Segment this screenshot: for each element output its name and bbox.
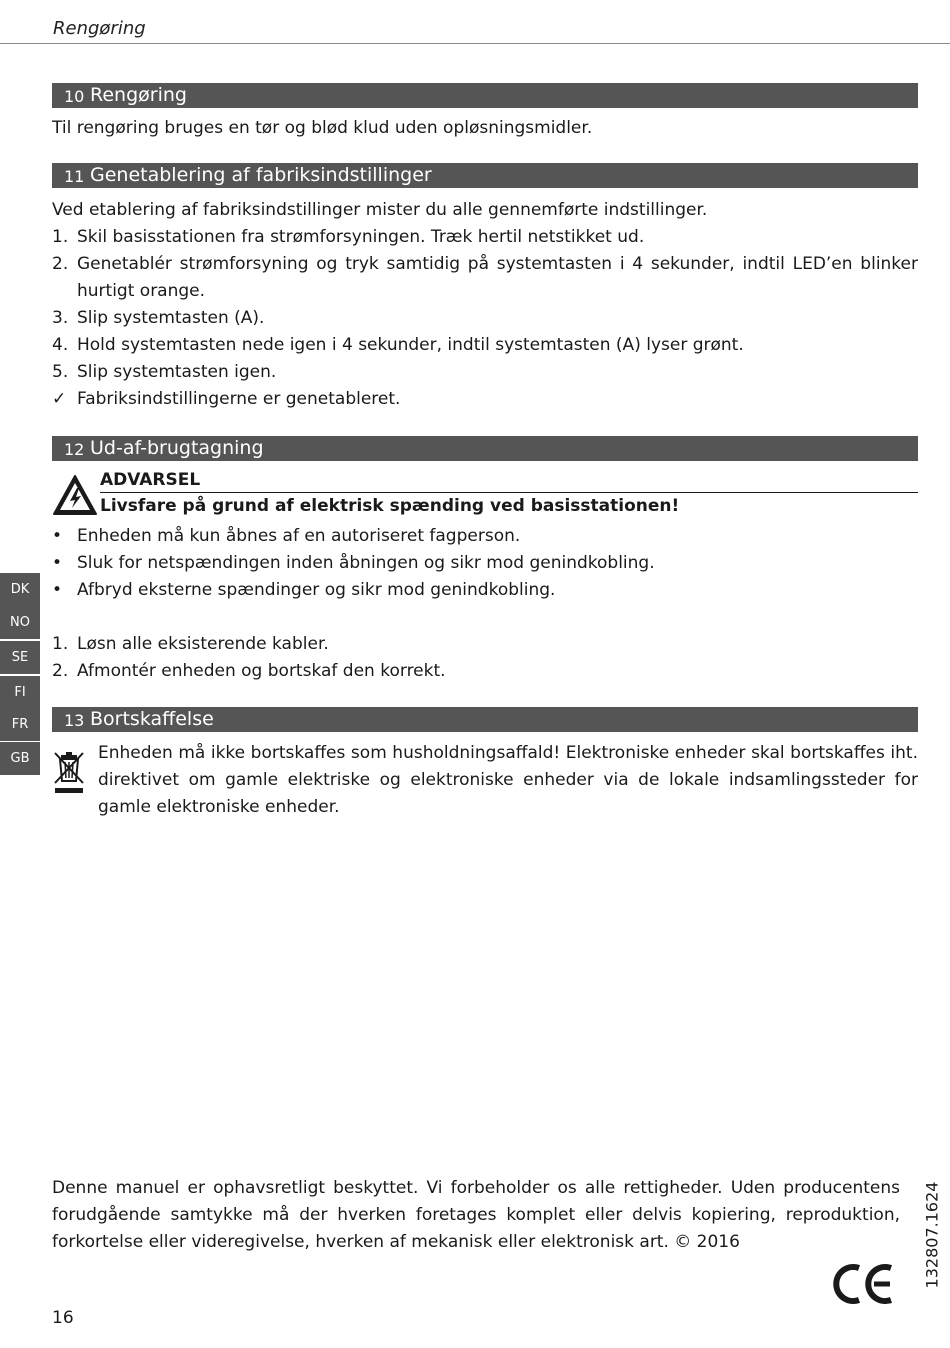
warning-rule <box>100 492 918 493</box>
section-11-bar <box>52 163 918 188</box>
section-12-title: Ud-af-brugtagning <box>90 437 264 459</box>
crossed-out-bin-icon <box>52 749 86 795</box>
warning-heading: Livsfare på grund af elektrisk spænding ved basisstationen! <box>100 496 680 516</box>
check-icon: ✓ <box>52 389 67 409</box>
list-text: Genetablér strømforsyning og tryk samtidig på systemtasten i 4 sekunder, indtil LED’en blinker hurtigt orange. <box>77 254 918 301</box>
header-rule <box>0 43 950 44</box>
list-marker: 2. <box>52 661 69 681</box>
list-text: Løsn alle eksisterende kabler. <box>77 634 329 654</box>
list-marker: 5. <box>52 362 69 382</box>
section-12-bar <box>52 436 918 461</box>
list-marker: 2. <box>52 254 69 274</box>
page-number: 16 <box>52 1308 74 1328</box>
list-marker: 1. <box>52 634 69 654</box>
section-13-text: Enheden må ikke bortskaffes som husholdningsaffald! Elektroniske enheder skal bortskaffes iht. direktivet om gamle elektriske og elektroniske enheder via de lokale indsamlingssteder for gamle elektroniske enheder. <box>98 743 918 817</box>
lang-tab-no[interactable]: NO <box>0 606 40 639</box>
section-11-intro: Ved etablering af fabriksindstillinger mister du alle gennemførte indstillinger. <box>52 200 708 220</box>
list-item <box>52 251 918 305</box>
warning-label: ADVARSEL <box>100 470 201 490</box>
section-13-bar <box>52 707 918 732</box>
bullet-marker: • <box>52 526 63 546</box>
section-12-number: 12 <box>64 440 85 459</box>
lang-tab-se[interactable]: SE <box>0 641 40 674</box>
list-text: Slip systemtasten (A). <box>77 308 265 328</box>
lang-tab-fr[interactable]: FR <box>0 708 40 741</box>
high-voltage-warning-icon <box>52 474 98 516</box>
lang-tab-gb[interactable]: GB <box>0 742 40 775</box>
result-text: Fabriksindstillingerne er genetableret. <box>77 389 401 409</box>
lang-tab-dk[interactable]: DK <box>0 573 40 606</box>
bullet-text: Sluk for netspændingen inden åbningen og sikr mod genindkobling. <box>77 553 655 573</box>
section-10-number: 10 <box>64 87 85 106</box>
list-marker: 3. <box>52 308 69 328</box>
list-text: Skil basisstationen fra strømforsyningen. Træk hertil netstikket ud. <box>77 227 645 247</box>
bullet-text: Enheden må kun åbnes af en autoriseret fagperson. <box>77 526 521 546</box>
section-10-text: Til rengøring bruges en tør og blød klud uden opløsningsmidler. <box>52 118 593 138</box>
section-11-number: 11 <box>64 167 85 186</box>
list-text: Hold systemtasten nede igen i 4 sekunder, indtil systemtasten (A) lyser grønt. <box>77 335 744 355</box>
list-text: Afmontér enheden og bortskaf den korrekt. <box>77 661 446 681</box>
ce-mark-icon <box>832 1262 896 1306</box>
running-header: Rengøring <box>53 18 146 39</box>
bullet-marker: • <box>52 553 63 573</box>
section-10-title: Rengøring <box>90 84 187 106</box>
section-13-title: Bortskaffelse <box>90 708 214 730</box>
bullet-marker: • <box>52 580 63 600</box>
section-10-bar <box>52 83 918 108</box>
section-11-title: Genetablering af fabriksindstillinger <box>90 164 432 186</box>
bullet-text: Afbryd eksterne spændinger og sikr mod genindkobling. <box>77 580 556 600</box>
lang-tab-fi[interactable]: FI <box>0 676 40 709</box>
section-13-number: 13 <box>64 711 85 730</box>
list-text: Slip systemtasten igen. <box>77 362 277 382</box>
list-marker: 1. <box>52 227 69 247</box>
copyright-text: Denne manuel er ophavsretligt beskyttet. Vi forbeholder os alle rettigheder. Uden producentens forudgående samtykke må der hverken foretages komplet eller delvis kopiering, reproduktion, forkortelse eller videregivelse, hverken af mekanisk eller elektronisk art. © 2016 <box>52 1178 900 1252</box>
document-code: 132807.1624 <box>922 1181 942 1289</box>
list-marker: 4. <box>52 335 69 355</box>
